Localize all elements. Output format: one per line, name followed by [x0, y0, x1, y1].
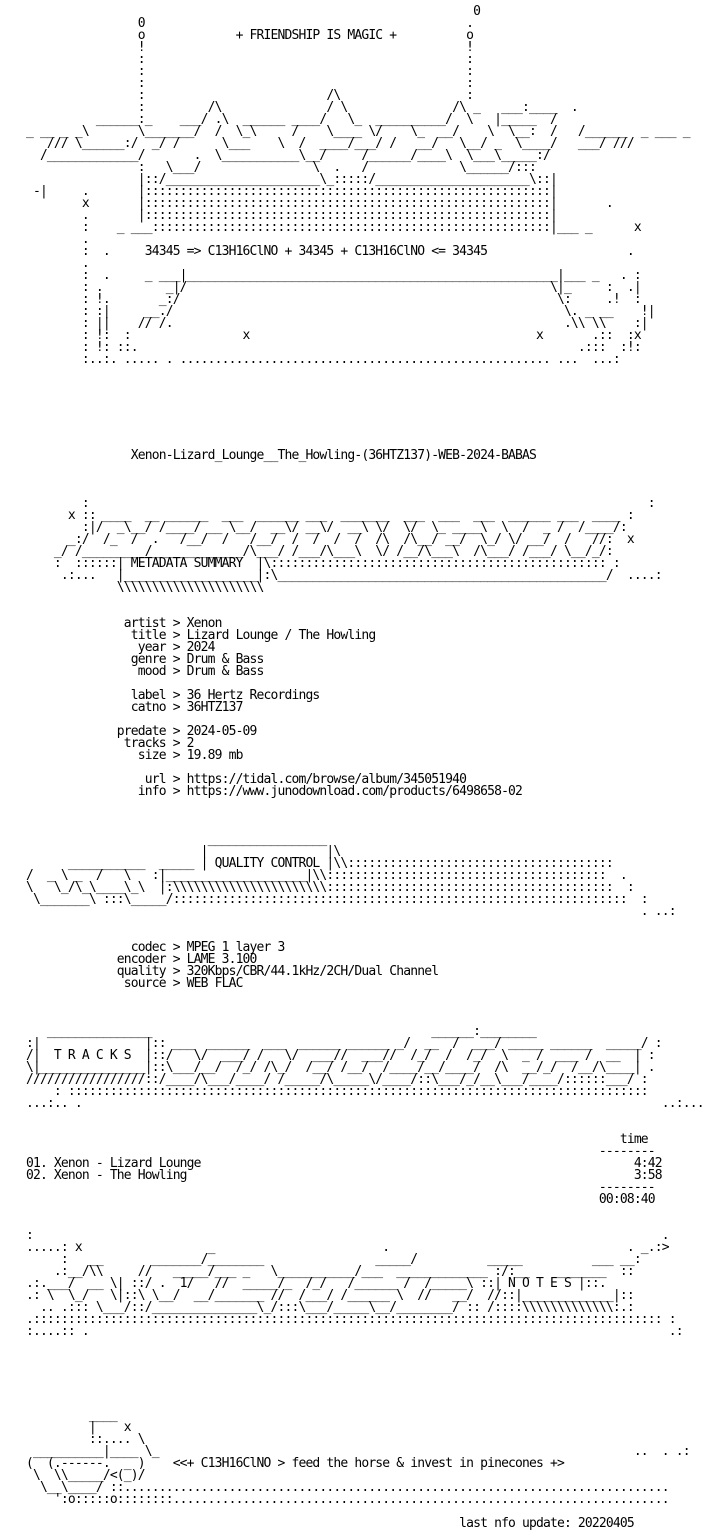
nfo-line: predate > 2024-05-09: [12, 724, 257, 739]
nfo-line: : . _|/ \|_ : .|: [12, 280, 641, 295]
nfo-line: /_____________/ . \___________\__/ /______/____\ \___\_____:/: [12, 148, 557, 163]
nfo-line: [12, 1002, 648, 1014]
nfo-line: 02. Xenon - The Howling 3:58: [12, 1168, 662, 1183]
nfo-line: .:.___/ __ \| ::/ . 1/ // _____/_ /_/ /______ / /_____\ ::| N O T E S |::.: [12, 1276, 606, 1291]
nfo-line: 01. Xenon - Lizard Lounge 4:42: [12, 1156, 662, 1171]
nfo-line: time: [12, 1132, 648, 1147]
nfo-line: x :: ____ __ ______ ___ ______ ___ _______ ___ ___ ___ ______ ___ ____ :: [12, 508, 634, 523]
nfo-line: : ::::::| METADATA SUMMARY |\:::::::::::::::::::::::::::::::::::::::::::::::: :: [12, 556, 620, 571]
nfo-line: [12, 798, 648, 810]
nfo-line: o + FRIENDSHIP IS MAGIC + o: [12, 28, 474, 43]
nfo-line: [12, 1350, 648, 1362]
nfo-line: \ \_/\_\____\_\ |:\\\\\\\\\\\\\\\\\\\\\\::::::::::::::::::::::::::::::::::::::::: :: [12, 880, 634, 895]
nfo-line: /| T R A C K S |::/ \/ ___/ / \/ ___// ___// /_/ / /_/ \ _ / ___ / __ | :: [12, 1048, 655, 1063]
nfo-line: .:__/\\ // _____/___ _ \___________/___ _____________ :/:__ _______ ::: [12, 1264, 634, 1279]
nfo-text: [0, 4, 704, 1531]
nfo-line: .:... |___________________|:\_______________________________________________/ ....:: [12, 568, 662, 583]
nfo-line: --------: [12, 1180, 655, 1195]
nfo-line: | x: [12, 1420, 131, 1435]
nfo-line: : !: : x x .:: :x: [12, 328, 641, 343]
nfo-line: artist > Xenon: [12, 616, 222, 631]
nfo-line: : || // /. .\\ \\ :|: [12, 316, 648, 331]
nfo-line: : :| __./ \. _ __ !|: [12, 304, 655, 319]
nfo-line: label > 36 Hertz Recordings: [12, 688, 320, 703]
nfo-line: [12, 1374, 648, 1386]
nfo-line: encoder > LAME 3.100: [12, 952, 257, 967]
nfo-line: [12, 1362, 648, 1374]
nfo-line: : :: [12, 76, 474, 91]
nfo-line: 0 .: [12, 16, 474, 31]
nfo-line: :....:: . .:: [12, 1324, 683, 1339]
nfo-line: url > https://tidal.com/browse/album/345051940: [12, 772, 467, 787]
nfo-line: : \___/ \ . / \______/:::: [12, 160, 536, 175]
nfo-line: .: \ \_/ \|::\ \__/ __/_______ // /___/ /______ \ // __/ //::|_____________|::: [12, 1288, 634, 1303]
nfo-line: Xenon-Lizard_Lounge__The_Howling-(36HTZ137)-WEB-2024-BABAS: [12, 448, 536, 463]
nfo-line: \ \\_____/<(_)/: [12, 1468, 159, 1483]
nfo-line: genre > Drum & Bass: [12, 652, 264, 667]
nfo-line: [12, 462, 648, 474]
nfo-line: .: [12, 232, 89, 247]
nfo-line: [12, 414, 648, 426]
nfo-line: \\\\\\\\\\\\\\\\\\\\\: [12, 580, 264, 595]
nfo-line: [12, 990, 648, 1002]
nfo-line: x |::::::::::::::::::::::::::::::::::::::::::::::::::::::::::| .: [12, 196, 613, 211]
nfo-line: catno > 36HTZ137: [12, 700, 243, 715]
nfo-line: / _ \ _ / \ :|____________________|\\:::::::::::::::::::::::::::::::::::::::: .: [12, 868, 627, 883]
nfo-line: ___________ _____ | QUALITY CONTROL |\\::::::::::::::::::::::::::::::::::::::: [12, 856, 613, 871]
nfo-line: .:::::::::::::::::::::::::::::::::::::::::::::::::::::::::::::::::::::::::::::::::::::::::: :: [12, 1312, 676, 1327]
nfo-line: : :::::::::::::::::::::::::::::::::::::::::::::::::::::::::::::::::::::::::::::::::::: [12, 1084, 648, 1099]
nfo-line: \_______\ :::\_____/::::::::::::::::::::::::::::::::::::::::::::::::::::::::::::::::: :: [12, 892, 648, 907]
nfo-line: |::/______________________\_:::::/______________________\::|: [12, 172, 557, 187]
nfo-line: [12, 1206, 648, 1218]
nfo-line: : . 34345 => C13H16ClNO + 34345 + C13H16ClNO <= 34345 .: [12, 244, 634, 259]
nfo-line: [12, 810, 648, 822]
nfo-line: : .: [12, 1228, 669, 1243]
nfo-line: : :: [12, 64, 474, 79]
nfo-line: \|_______________|::\___/__/ /_/ /\_/ /__/ /__/ /____/__/____/ /\ __/_/ /__/\____| .: [12, 1060, 655, 1075]
nfo-line: 00:08:40: [12, 1192, 655, 1207]
nfo-line: : _ ___:::::::::::::::::::::::::::::::::::::::::::::::::::::::::|___ _ x: [12, 220, 641, 235]
nfo-line: --------: [12, 1144, 655, 1159]
nfo-line: [12, 1338, 648, 1350]
nfo-line: [12, 402, 648, 414]
nfo-line: | |\: [12, 844, 341, 859]
nfo-line: [12, 474, 648, 486]
nfo-line: .. .::: \___/::/_______________\_/:::\___/_____\__/________/ :: /::::\\\\\\\\\\\\\:.:: [12, 1300, 634, 1315]
nfo-line: _______________ ______:________: [12, 1024, 648, 1039]
nfo-line: :|/ _\__/ /____/ __ \__/ __\/ __\/ __\ \/ \/ \_ ____\ \ / _ / /____/:: [12, 520, 627, 535]
nfo-line: : :: [12, 52, 474, 67]
nfo-line: : !. _:/ \: .! :: [12, 292, 641, 307]
nfo-line: year > 2024: [12, 640, 215, 655]
nfo-line: :| |:: ___ ______ ___ ______ ______ _/ __ / ___/ _____ ______ _____/ :: [12, 1036, 662, 1051]
nfo-line: _/ /_________/_____________/\___/ /___/\___\ \/ /__/\___\ /\___/ /___/ \__/_/:: [12, 544, 613, 559]
nfo-line: quality > 320Kbps/CBR/44.1kHz/2CH/Dual Channel: [12, 964, 439, 979]
nfo-line: ! !: [12, 40, 474, 55]
nfo-line: .: [12, 256, 89, 271]
nfo-line: : . _ ___|_____________________________________________________|___ _ . :: [12, 268, 641, 283]
nfo-line: /////////////////::/____/\___/____/ /_____/\_____\/____/::\___/_/__\___/____/::::::___/ :: [12, 1072, 648, 1087]
nfo-line: ':o:::::o::::::::.......................................................................: [12, 1492, 676, 1507]
nfo-line: _ __ _ _\ \_______/ / \_\ / \____ \/ \_ __/ \ \__: / /______ _ ___ _: [12, 124, 690, 139]
nfo-line: ...:.. . ..:...: [12, 1096, 704, 1111]
nfo-line: [12, 1386, 648, 1398]
nfo-line: [12, 918, 648, 930]
nfo-line: -| . |::::::::::::::::::::::::::::::::::::::::::::::::::::::::::|: [12, 184, 557, 199]
nfo-line: _________________: [12, 832, 327, 847]
nfo-line: source > WEB FLAC: [12, 976, 243, 991]
nfo-line: [12, 426, 648, 438]
nfo-line: title > Lizard Lounge / The Howling: [12, 628, 376, 643]
nfo-line: ::.... \: [12, 1432, 145, 1447]
nfo-line: last nfo update: 20220405: [12, 1516, 634, 1531]
nfo-line: [12, 390, 648, 402]
nfo-line: __________|____ \_ .. . .:: [12, 1444, 690, 1459]
nfo-line: [12, 378, 648, 390]
nfo-line: ( (.------. _ ) <<+ C13H16ClNO > feed the horse & invest in pinecones +>: [12, 1456, 564, 1471]
nfo-line: [12, 594, 648, 606]
nfo-line: codec > MPEG 1 layer 3: [12, 940, 285, 955]
nfo-line: ______:_ ___/ .\ ______ ____/ \_ __________/ \ |_____ /: [12, 112, 557, 127]
nfo-line: .....: x _ . . _.:>: [12, 1240, 669, 1255]
nfo-line: ____: [12, 1408, 117, 1423]
nfo-line: : !: ::. .::: :!:: [12, 340, 641, 355]
nfo-line: : :: [12, 496, 655, 511]
nfo-line: [12, 366, 648, 378]
nfo-line: :..:. ..... . ..................................................... ... ...:: [12, 352, 620, 367]
nfo-line: info > https://www.junodownload.com/products/6498658-02: [12, 784, 523, 799]
nfo-line: /// \______:/ _/ / \___ \ / ____/___/ / __/ \__/ _ \____/ ___/ ///: [12, 136, 641, 151]
nfo-line: : __ _______/________ _____/ _____ ___ __:: [12, 1252, 641, 1267]
nfo-line: 0: [12, 4, 481, 19]
nfo-document: [0, 4, 704, 1531]
nfo-line: : /\ / \ /\ _ ___:____ .: [12, 100, 578, 115]
nfo-line: _:/ /_ / . /__/ / /__/ / / / / /\ /\__/ __/ \_/ \/ __/ / //: x: [12, 532, 634, 547]
nfo-line: [12, 1110, 648, 1122]
nfo-line: \__\____/ ::..............................................................................: [12, 1480, 669, 1495]
nfo-line: mood > Drum & Bass: [12, 664, 264, 679]
nfo-line: : /\ :: [12, 88, 474, 103]
nfo-line: . ..:: [12, 904, 676, 919]
nfo-line: size > 19.89 mb: [12, 748, 243, 763]
nfo-line: tracks > 2: [12, 736, 194, 751]
nfo-line: . |::::::::::::::::::::::::::::::::::::::::::::::::::::::::::|: [12, 208, 557, 223]
